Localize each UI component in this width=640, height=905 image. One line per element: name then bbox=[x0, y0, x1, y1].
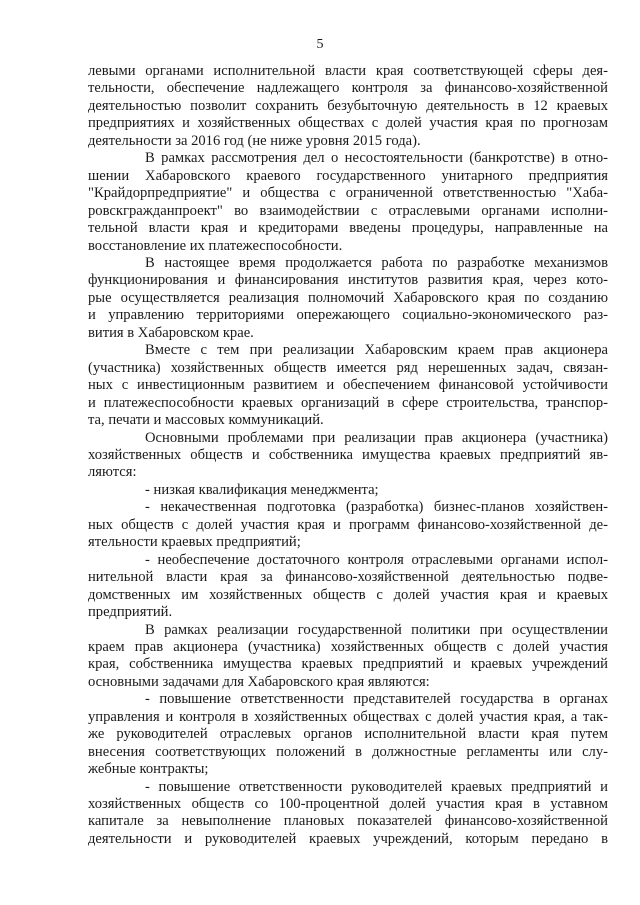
text-line: В рамках реализации государственной политики при осуществлении bbox=[145, 621, 608, 638]
text-line: - повышение ответственности руководителей краевых предприятий и bbox=[145, 778, 608, 795]
paragraph bbox=[88, 499, 608, 551]
text-line: В рамках рассмотрения дел о несостоятельности (банкротстве) в отно- bbox=[145, 150, 608, 167]
text-line: хозяйственных обществ и собственника имущества краевых предприятий яв- bbox=[88, 446, 608, 463]
text-line: вития в Хабаровском крае. bbox=[88, 324, 254, 341]
paragraph bbox=[88, 482, 608, 499]
text-line: нительной власти края за финансово-хозяйственной деятельностью подве- bbox=[88, 569, 608, 586]
text-line: деятельностью позволит сохранить безубыточную деятельность в 12 краевых bbox=[88, 97, 608, 114]
text-line: ятельности краевых предприятий; bbox=[88, 534, 301, 551]
text-line: Основными проблемами при реализации прав акционера (участника) bbox=[145, 429, 608, 446]
text-line: и управлению территориями опережающего социально-экономического раз- bbox=[88, 307, 608, 324]
text-line: В настоящее время продолжается работа по разработке механизмов bbox=[145, 254, 608, 271]
text-line: левыми органами исполнительной власти края соответствующей сферы дея- bbox=[88, 63, 608, 79]
text-line: капитале за невыполнение плановых показателей финансово-хозяйственной bbox=[88, 813, 608, 830]
text-line: управления и контроля в хозяйственных обществах с долей участия края, а так- bbox=[88, 708, 608, 725]
text-line: краем прав акционера (участника) хозяйственных обществ с долей участия bbox=[88, 638, 608, 655]
text-line: восстановление их платежеспособности. bbox=[88, 237, 343, 254]
text-line: тельности, обеспечение надлежащего контроля за финансово-хозяйственной bbox=[88, 80, 608, 97]
text-line: основными задачами для Хабаровского края являются: bbox=[88, 673, 430, 690]
paragraph bbox=[88, 552, 608, 622]
text-line: хозяйственных обществ со 100-процентной долей участия края в уставном bbox=[88, 796, 608, 813]
text-line: ляются: bbox=[88, 464, 137, 481]
text-line: шении Хабаровского краевого государственного унитарного предприятия bbox=[88, 167, 608, 184]
paragraph bbox=[88, 691, 608, 778]
text-line: - низкая квалификация менеджмента; bbox=[145, 481, 379, 498]
paragraph bbox=[88, 342, 608, 429]
text-line: же руководителей отраслевых органов исполнительной власти края путем bbox=[88, 726, 608, 743]
text-line: края, собственника имущества краевых предприятий и краевых учреждений bbox=[88, 656, 608, 673]
paragraph bbox=[88, 63, 608, 150]
paragraph bbox=[88, 622, 608, 692]
text-line: деятельности за 2016 год (не ниже уровня 2015 года). bbox=[88, 132, 421, 149]
text-line: функционирования и финансирования институтов развития края, через кото- bbox=[88, 272, 608, 289]
text-line: (участника) хозяйственных обществ имеется ряд нерешенных задач, связан- bbox=[88, 359, 608, 376]
text-line: ных с инвестиционным развитием и обеспечением финансовой устойчивости bbox=[88, 377, 608, 394]
text-line: - повышение ответственности представителей государства в органах bbox=[145, 691, 608, 708]
text-line: Вместе с тем при реализации Хабаровским краем прав акционера bbox=[145, 342, 608, 359]
text-line: домственных им хозяйственных обществ с долей участия края и краевых bbox=[88, 586, 608, 603]
text-line: внесения соответствующих положений в должностные регламенты или слу- bbox=[88, 743, 608, 760]
text-line: - некачественная подготовка (разработка) бизнес-планов хозяйствен- bbox=[145, 499, 608, 516]
text-line: деятельности и руководителей краевых учреждений, которым передано в bbox=[88, 830, 608, 847]
text-line: ных обществ с долей участия края и программ финансово-хозяйственной де- bbox=[88, 516, 608, 533]
text-line: рые осуществляется реализация полномочий Хабаровского края по созданию bbox=[88, 289, 608, 306]
text-line: тельной власти края и кредиторами введены процедуры, направленные на bbox=[88, 220, 608, 237]
text-line: ровскгражданпроект" во взаимодействии с отраслевыми органами исполни- bbox=[88, 202, 608, 219]
document-body bbox=[88, 63, 608, 848]
paragraph bbox=[88, 150, 608, 255]
text-line: - необеспечение достаточного контроля отраслевыми органами испол- bbox=[145, 551, 608, 568]
page-number: 5 bbox=[316, 37, 324, 52]
paragraph bbox=[88, 430, 608, 482]
text-line: "Крайдорпредприятие" и общества с ограниченной ответственностью "Хаба- bbox=[88, 185, 608, 202]
text-line: та, печати и массовых коммуникаций. bbox=[88, 412, 324, 429]
paragraph bbox=[88, 779, 608, 849]
text-line: жебные контракты; bbox=[88, 761, 209, 778]
text-line: и платежеспособности краевых организаций в сфере строительства, транспор- bbox=[88, 394, 608, 411]
text-line: предприятий. bbox=[88, 604, 173, 621]
text-line: предприятиях и хозяйственных обществах с долей участия края по прогнозам bbox=[88, 115, 608, 132]
paragraph bbox=[88, 255, 608, 342]
